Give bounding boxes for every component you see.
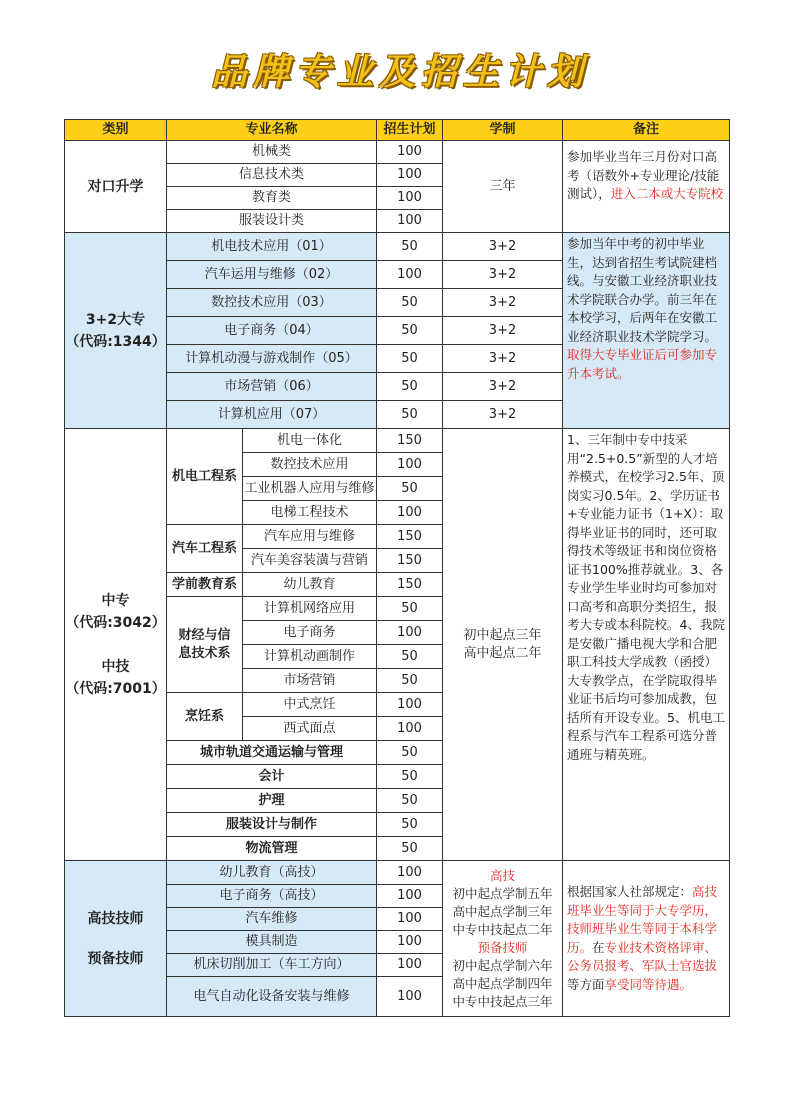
duration-heading: 高技 bbox=[490, 867, 516, 883]
duration-cell: 3+2 bbox=[443, 373, 563, 401]
note-cell bbox=[563, 233, 730, 429]
department-cell: 财经与信息技术系 bbox=[167, 597, 243, 693]
note-cell bbox=[563, 141, 730, 233]
plan-cell: 100 bbox=[377, 693, 443, 717]
category-line: 3+2大专 bbox=[85, 311, 146, 328]
major-cell: 机电一体化 bbox=[243, 429, 377, 453]
major-cell: 机械类 bbox=[167, 141, 377, 164]
plan-cell: 100 bbox=[377, 861, 443, 885]
header-major: 专业名称 bbox=[167, 120, 377, 141]
plan-cell: 50 bbox=[377, 317, 443, 345]
note-highlight: 进入二本或大专院校 bbox=[610, 186, 724, 201]
plan-cell: 150 bbox=[377, 525, 443, 549]
major-cell: 电气自动化设备安装与维修 bbox=[167, 977, 377, 1017]
plan-cell: 50 bbox=[377, 233, 443, 261]
plan-cell: 150 bbox=[377, 549, 443, 573]
plan-cell: 50 bbox=[377, 837, 443, 861]
plan-cell: 100 bbox=[377, 453, 443, 477]
duration-line: 中专中技起点三年 bbox=[452, 993, 553, 1009]
plan-cell: 100 bbox=[377, 501, 443, 525]
note-text: 等方面 bbox=[567, 976, 605, 992]
plan-cell: 100 bbox=[377, 977, 443, 1017]
duration-line: 初中起点学制五年 bbox=[452, 885, 553, 901]
major-cell: 服装设计与制作 bbox=[167, 813, 377, 837]
note-text: 参加当年中考的初中毕业生，达到省招生考试院建档线。与安徽工业经济职业技术学院联合办学。前三年在本校学习，后两年在安徽工业经济职业技术学院学习。 bbox=[567, 236, 718, 344]
major-cell: 中式烹饪 bbox=[243, 693, 377, 717]
plan-cell: 100 bbox=[377, 908, 443, 931]
header-note: 备注 bbox=[563, 120, 730, 141]
major-cell: 幼儿教育 bbox=[243, 573, 377, 597]
major-cell: 会计 bbox=[167, 765, 377, 789]
major-cell: 市场营销 bbox=[243, 669, 377, 693]
category-line: 中技 bbox=[101, 658, 130, 675]
header-duration: 学制 bbox=[443, 120, 563, 141]
duration-cell bbox=[443, 429, 563, 861]
major-cell: 护理 bbox=[167, 789, 377, 813]
note-highlight: 专业技术资格评审、公务员报考、军队士官选拔 bbox=[567, 939, 718, 973]
plan-cell: 100 bbox=[377, 187, 443, 210]
plan-cell: 100 bbox=[377, 717, 443, 741]
major-cell: 幼儿教育（高技） bbox=[167, 861, 377, 885]
major-cell: 数控技术应用（03） bbox=[167, 289, 377, 317]
plan-cell: 150 bbox=[377, 429, 443, 453]
major-cell: 市场营销（06） bbox=[167, 373, 377, 401]
major-cell: 服装设计类 bbox=[167, 210, 377, 233]
duration-line: 初中起点三年 bbox=[463, 627, 542, 643]
duration-line: 高中起点学制三年 bbox=[452, 903, 553, 919]
duration-line: 高中起点二年 bbox=[463, 645, 542, 661]
major-cell: 汽车美容装潢与营销 bbox=[243, 549, 377, 573]
category-line: 高技技师 bbox=[87, 910, 144, 927]
table-row bbox=[65, 233, 730, 261]
major-cell: 西式面点 bbox=[243, 717, 377, 741]
plan-cell: 50 bbox=[377, 289, 443, 317]
plan-cell: 100 bbox=[377, 164, 443, 187]
plan-cell: 50 bbox=[377, 669, 443, 693]
plan-cell: 100 bbox=[377, 210, 443, 233]
plan-cell: 100 bbox=[377, 621, 443, 645]
duration-line: 中专中技起点二年 bbox=[452, 921, 553, 937]
major-cell: 电子商务 bbox=[243, 621, 377, 645]
department-cell: 机电工程系 bbox=[167, 429, 243, 525]
enrollment-table bbox=[64, 119, 730, 1017]
plan-cell: 100 bbox=[377, 261, 443, 289]
major-cell: 工业机器人应用与维修 bbox=[243, 477, 377, 501]
duration-line: 高中起点学制四年 bbox=[452, 975, 553, 991]
plan-cell: 50 bbox=[377, 401, 443, 429]
major-cell: 计算机动画制作 bbox=[243, 645, 377, 669]
plan-cell: 50 bbox=[377, 373, 443, 401]
table-row bbox=[65, 429, 730, 453]
plan-cell: 100 bbox=[377, 885, 443, 908]
major-cell: 计算机网络应用 bbox=[243, 597, 377, 621]
major-cell: 电子商务（04） bbox=[167, 317, 377, 345]
table-row bbox=[65, 861, 730, 885]
plan-cell: 50 bbox=[377, 813, 443, 837]
duration-line: 初中起点学制六年 bbox=[452, 957, 553, 973]
department-cell: 汽车工程系 bbox=[167, 525, 243, 573]
plan-cell: 100 bbox=[377, 931, 443, 954]
header-row bbox=[65, 120, 730, 141]
duration-heading: 预备技师 bbox=[477, 939, 528, 955]
note-cell: 1、三年制中专中技采用“2.5+0.5”新型的人才培养模式，在校学习2.5年、顶岗实习0.5年。2、学历证书+专业能力证书（1+X）：取得毕业证书的同时，还可取得技术等级证书和岗位资格证书100%推荐就业。3、各专业学生毕业时均可参加对口高考和高职分类招生，报考大专或本科院校。4、我院是安徽广播电视大学和合肥职工科技大学成教（函授）大专教学点，在学院取得毕业证书后均可参加成教，包括所有开设专业。5、机电工程系与汽车工程系可选分普通班与精英班。 bbox=[563, 429, 730, 861]
category-cell: 对口升学 bbox=[65, 141, 167, 233]
major-cell: 机床切削加工（车工方向） bbox=[167, 954, 377, 977]
duration-cell: 3+2 bbox=[443, 233, 563, 261]
plan-cell: 50 bbox=[377, 477, 443, 501]
note-highlight: 享受同等待遇。 bbox=[604, 976, 693, 992]
table-row bbox=[65, 141, 730, 164]
major-cell: 计算机动漫与游戏制作（05） bbox=[167, 345, 377, 373]
note-text: 参加毕业当年三月份对口高考（语数外+专业理论/技能测试）， bbox=[567, 149, 720, 201]
note-highlight: 高技班毕业生等同于大专学历，技师班毕业生等同于本科学历。 bbox=[567, 884, 718, 955]
major-cell: 汽车应用与维修 bbox=[243, 525, 377, 549]
major-cell: 计算机应用（07） bbox=[167, 401, 377, 429]
note-cell bbox=[563, 861, 730, 1017]
page-title: 品牌专业及招生计划 bbox=[210, 51, 589, 93]
duration-cell: 3+2 bbox=[443, 345, 563, 373]
category-cell bbox=[65, 429, 167, 861]
major-cell: 数控技术应用 bbox=[243, 453, 377, 477]
major-cell: 物流管理 bbox=[167, 837, 377, 861]
category-code: （代码:3042） bbox=[65, 614, 166, 631]
major-cell: 汽车维修 bbox=[167, 908, 377, 931]
duration-cell: 3+2 bbox=[443, 289, 563, 317]
major-cell: 机电技术应用（01） bbox=[167, 233, 377, 261]
major-cell: 汽车运用与维修（02） bbox=[167, 261, 377, 289]
plan-cell: 100 bbox=[377, 141, 443, 164]
duration-cell: 三年 bbox=[443, 141, 563, 233]
category-cell bbox=[65, 861, 167, 1017]
header-category: 类别 bbox=[65, 120, 167, 141]
category-line: 预备技师 bbox=[87, 950, 144, 967]
duration-cell bbox=[443, 861, 563, 1017]
note-highlight: 取得大专毕业证后可参加专升本考试。 bbox=[567, 347, 718, 381]
plan-cell: 50 bbox=[377, 597, 443, 621]
plan-cell: 50 bbox=[377, 645, 443, 669]
category-code: （代码:7001） bbox=[65, 680, 166, 697]
plan-cell: 50 bbox=[377, 345, 443, 373]
major-cell: 信息技术类 bbox=[167, 164, 377, 187]
category-code: （代码:1344） bbox=[65, 333, 166, 350]
plan-cell: 50 bbox=[377, 741, 443, 765]
major-cell: 教育类 bbox=[167, 187, 377, 210]
major-cell: 城市轨道交通运输与管理 bbox=[167, 741, 377, 765]
duration-cell: 3+2 bbox=[443, 401, 563, 429]
department-cell: 学前教育系 bbox=[167, 573, 243, 597]
department-cell: 烹饪系 bbox=[167, 693, 243, 741]
category-line: 中专 bbox=[101, 592, 130, 609]
note-text: 在 bbox=[592, 939, 605, 955]
plan-cell: 150 bbox=[377, 573, 443, 597]
duration-cell: 3+2 bbox=[443, 261, 563, 289]
plan-cell: 100 bbox=[377, 954, 443, 977]
plan-cell: 50 bbox=[377, 765, 443, 789]
duration-cell: 3+2 bbox=[443, 317, 563, 345]
category-cell bbox=[65, 233, 167, 429]
major-cell: 模具制造 bbox=[167, 931, 377, 954]
header-plan: 招生计划 bbox=[377, 120, 443, 141]
major-cell: 电梯工程技术 bbox=[243, 501, 377, 525]
plan-cell: 50 bbox=[377, 789, 443, 813]
note-text: 根据国家人社部规定： bbox=[567, 884, 693, 899]
major-cell: 电子商务（高技） bbox=[167, 885, 377, 908]
